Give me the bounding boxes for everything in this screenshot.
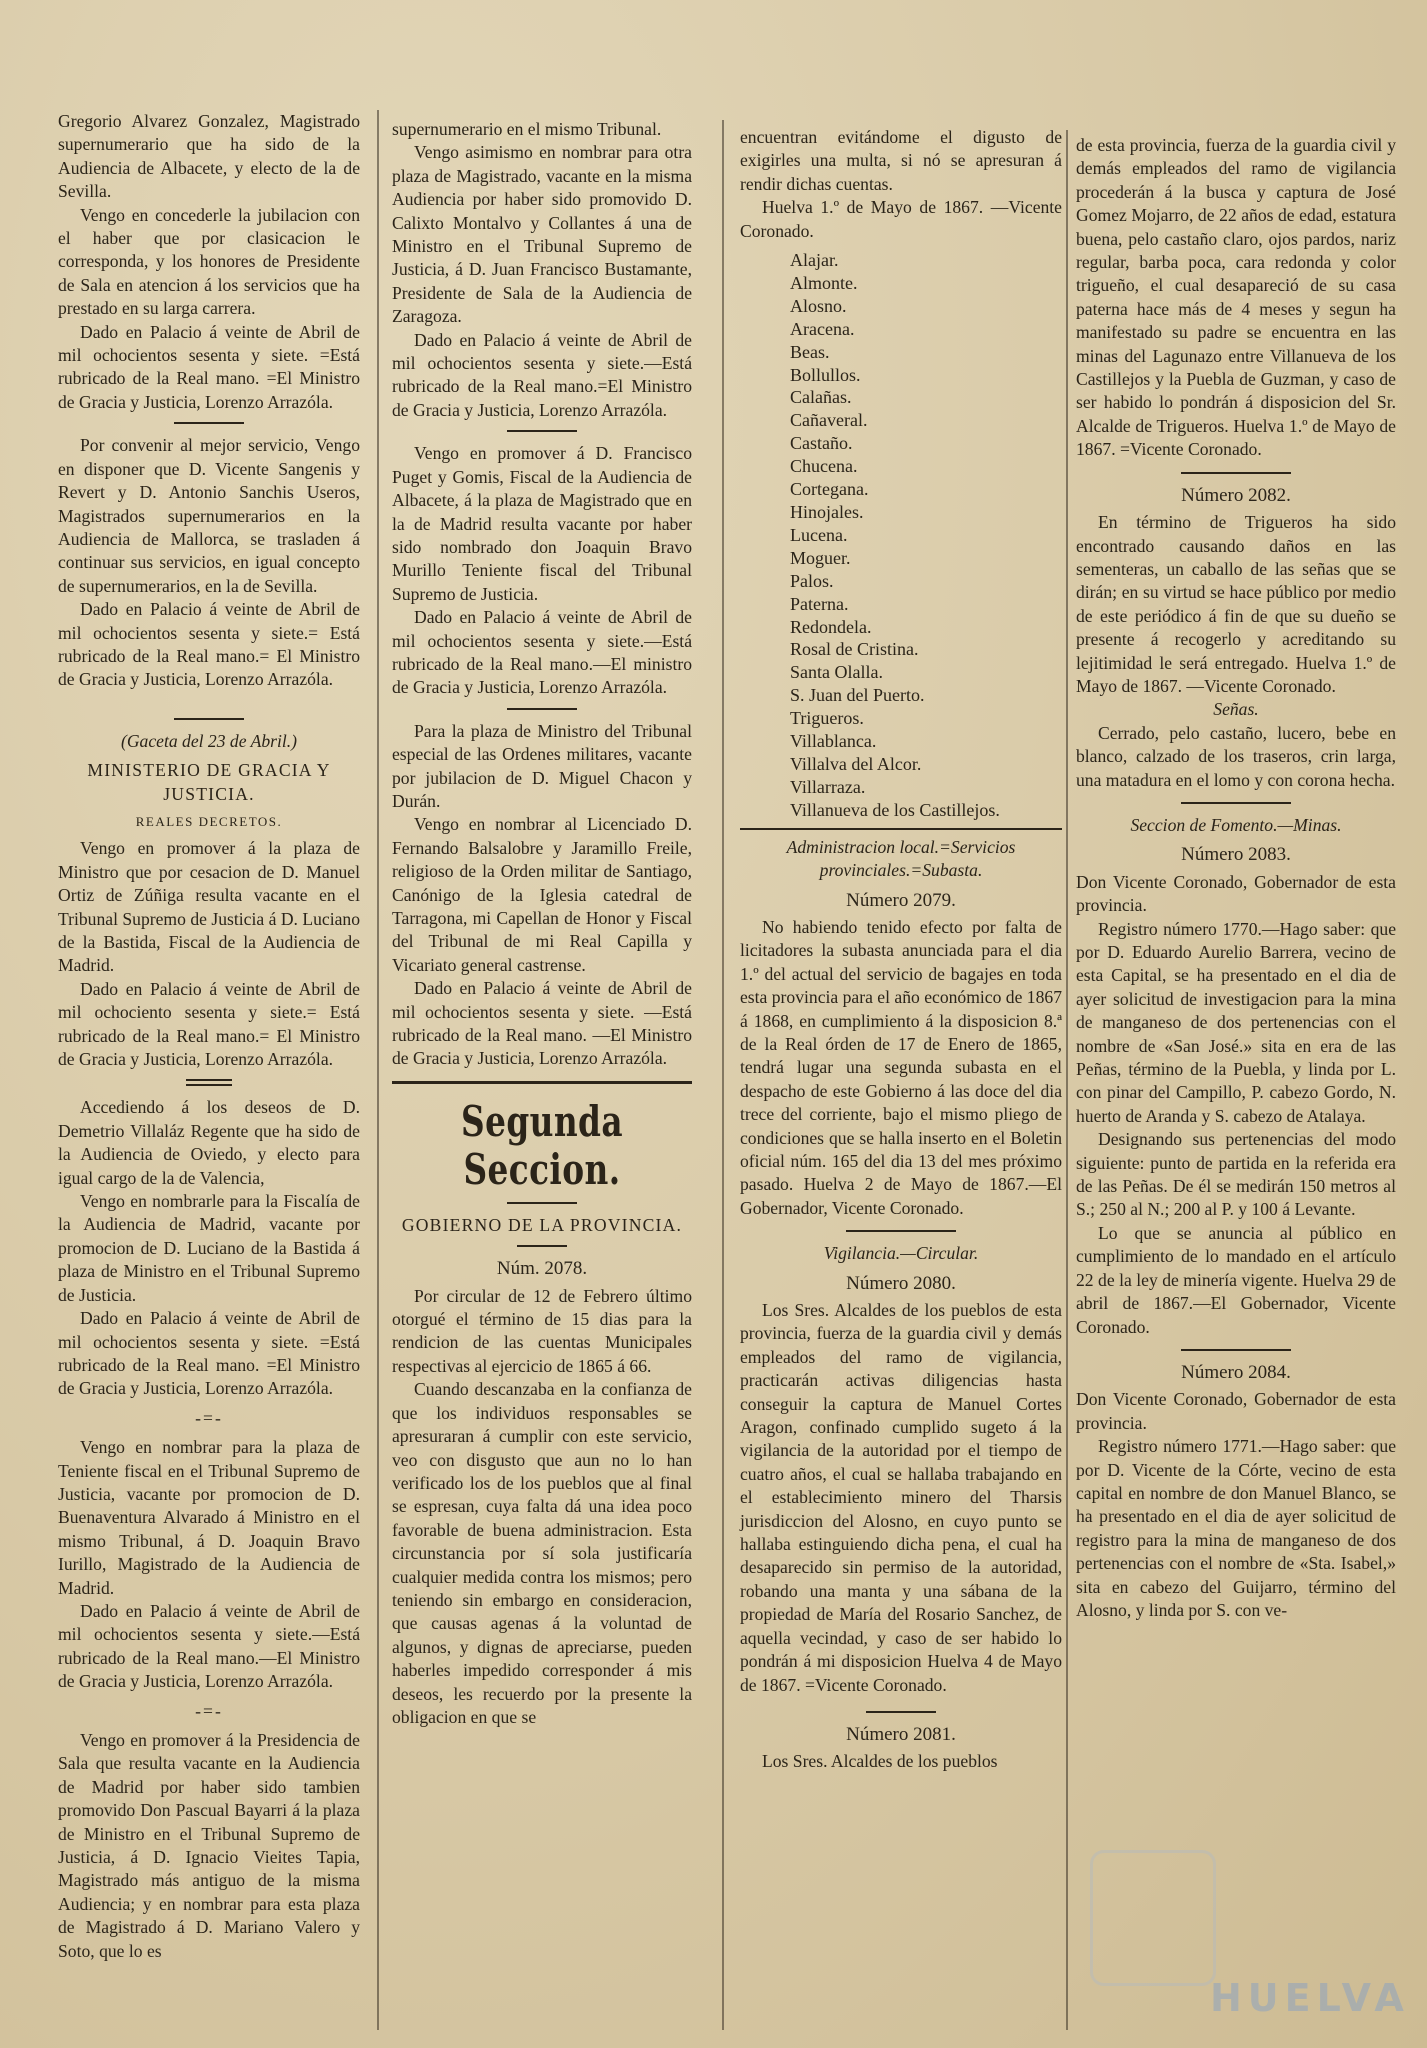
paragraph: Vengo en promover á la Presidencia de Sala que resulta vacante en la Audiencia de Madrid por haber sido tambien promovido Don Pascual Bayarri á la plaza de Ministro en el Tribunal Supremo de Justicia, á D. Ignacio Vieites Tapia, Magistrado más antiguo de la misma Audiencia; y en nombrar para esta plaza de Magistrado á D. Mariano Valero y Soto, que lo es [58, 1730, 360, 1961]
town-item: Alajar. [790, 250, 839, 271]
number-2082: Número 2082. [1181, 484, 1291, 506]
town-item: Palos. [790, 570, 834, 591]
paragraph: Cuando descanzaba en la confianza de que los individuos responsables se apresuraran á cumplir con este servicio, veo con disgusto que aun no lo han verificado los de los pueblos que al final se espresan, cuya falta dá una idea poco favorable de buena administracion. Esta circunstancia por sí sola justificaría cualquier medida contra los mismos; pero teniendo sin embargo en consideracion, que causas agenas á la voluntad de algunos, y dignas de apreciarse, pueden haberles impedido corresponder á mis deseos, les recuerdo por la presente la obligacion en que se [392, 1379, 692, 1727]
town-item: Hinojales. [790, 502, 864, 522]
reales-decretos-heading: REALES DECRETOS. [135, 813, 283, 829]
towns-list [740, 249, 1062, 822]
column-3 [740, 126, 1062, 1774]
number-2083: Número 2083. [1181, 844, 1291, 866]
town-item: Cortegana. [790, 479, 869, 500]
gobierno-heading: GOBIERNO DE LA PROVINCIA. [401, 1214, 683, 1235]
town-item: Villarraza. [790, 776, 866, 797]
separator [174, 718, 244, 720]
paragraph: Dado en Palacio á veinte de Abril de mil ochocientos sesenta y siete. =Está rubricado de la Real mano. =El Ministro de Gracia y Justicia, Lorenzo Arrazóla. [58, 1308, 360, 1399]
separator [866, 1711, 936, 1713]
paragraph: de esta provincia, fuerza de la guardia civil y demás empleados del ramo de vigilancia procederán á la busca y captura de José Gomez Mojarro, de 22 años de edad, estatura buena, pelo castaño claro, ojos pardos, nariz regular, barba poca, cara redonda y color trigueño, el cual desapareció de su casa paterna hace más de 4 meses y segun ha manifestado su padre se encuentra en las minas del Lagunazo entre Villanueva de los Castillejos y la Puebla de Guzman, y caso de ser habido lo pondrán á disposicion del Sr. Alcalde de Trigueros. Huelva 1.º de Mayo de 1867. =Vicente Coronado. [1076, 135, 1396, 460]
separator [1181, 802, 1291, 804]
town-item: Redondela. [790, 616, 872, 637]
town-item: S. Juan del Puerto. [790, 685, 925, 706]
town-item: Trigueros. [790, 708, 864, 729]
paragraph: Registro número 1770.—Hago saber: que por D. Eduardo Aurelio Barrera, vecino de esta Capital, se ha presentado en el dia de ayer solicitud de investigacion para la mina de manganeso de dos pertenencias con el nombre de «San José.» sita en era de las Peñas, término de la Puebla, y linda por L. con pinar del Campillo, P. cabezo Gordo, N. huerto de Aranda y S. cabezo de Atalaya. [1076, 918, 1396, 1126]
paragraph: Dado en Palacio á veinte de Abril de mil ochocientos sesenta y siete.—Está rubricado de la Real mano.—El ministro de Gracia y Justicia, Lorenzo Arrazóla. [392, 607, 692, 698]
section-rule [392, 1081, 692, 1084]
town-item: Moguer. [790, 547, 851, 568]
paragraph: Dado en Palacio á veinte de Abril de mil ochocientos sesenta y siete.—Está rubricado de la Real mano.—El Ministro de Gracia y Justicia, Lorenzo Arrazóla. [58, 1600, 360, 1692]
separator [507, 1202, 577, 1204]
separator-dash: -=- [195, 1407, 223, 1428]
paragraph: Vengo en promover á D. Francisco Puget y Gomis, Fiscal de la Audiencia de Albacete, á la plaza de Magistrado que en la de Madrid resulta vacante por haber sido nombrado don Joaquin Bravo Murillo Teniente fiscal del Tribunal Supremo de Justicia. [392, 443, 692, 604]
paragraph: Los Sres. Alcaldes de los pueblos [762, 1751, 998, 1772]
separator [1181, 1349, 1291, 1351]
column-rule-3 [1066, 130, 1068, 2030]
number-2084: Número 2084. [1181, 1361, 1291, 1383]
number-2079: Número 2079. [846, 889, 956, 911]
town-item: Villablanca. [790, 731, 877, 752]
vigilancia-heading: Vigilancia.—Circular. [823, 1243, 979, 1264]
ministry-heading: MINISTERIO DE GRACIA Y JUSTICIA. [87, 760, 331, 804]
paragraph: Por convenir al mejor servicio, Vengo en disponer que D. Vicente Sangenis y Revert y D. Antonio Sanchis Useros, Magistrados supernumerarios en la Audiencia de Mallorca, se trasladen á continuar sus servicios, en igual concepto de supernumerarios, en la de Sevilla. [58, 435, 360, 596]
town-item: Cañaveral. [790, 410, 868, 431]
paragraph: Para la plaza de Ministro del Tribunal especial de las Ordenes militares, vacante por jubilacion de D. Miguel Chacon y Durán. [392, 720, 692, 811]
archive-stamp-icon [1090, 1850, 1216, 1986]
paragraph: Vengo en nombrar para la plaza de Teniente fiscal en el Tribunal Supremo de Justicia, vacante por promocion de D. Buenaventura Alvarado á Ministro en el mismo Tribunal, á D. Joaquin Bravo Iurillo, Magistrado de la Audiencia de Madrid. [58, 1437, 360, 1598]
paragraph: Dado en Palacio á veinte de Abril de mil ochocientos sesenta y siete.—Está rubricado de la Real mano.=El Ministro de Gracia y Justicia, Lorenzo Arrazóla. [392, 329, 692, 420]
section-title: Segunda Seccion. [461, 1096, 623, 1194]
town-item: Rosal de Cristina. [790, 639, 919, 660]
fomento-heading: Seccion de Fomento.—Minas. [1130, 814, 1342, 835]
paragraph: encuentran evitándome el digusto de exigirles una multa, si nó se apresuran á rendir dichas cuentas. [740, 127, 1062, 194]
column-1 [58, 110, 360, 1963]
separator [507, 708, 577, 710]
paragraph: Lo que se anuncia al público en cumplimiento de lo mandado en el artículo 22 de la ley de minería vigente. Huelva 29 de abril de 1867.—El Gobernador, Vicente Coronado. [1076, 1222, 1396, 1337]
paragraph: Vengo en promover á la plaza de Ministro que por cesacion de D. Manuel Ortiz de Zúñiga resulta vacante en el Tribunal Supremo de Justicia á D. Luciano de la Bastida, Fiscal de la Audiencia de Madrid. [58, 838, 360, 976]
separator [186, 1079, 232, 1086]
town-item: Aracena. [790, 318, 855, 339]
paragraph: supernumerario en el mismo Tribunal. [392, 119, 662, 139]
town-item: Villalva del Alcor. [790, 753, 922, 774]
paragraph: Los Sres. Alcaldes de los pueblos de esta provincia, fuerza de la guardia civil y demás empleados del ramo de vigilancia, practicarán activas diligencias hasta conseguir la captura de Manuel Cortes Aragon, confinado cumplido sugeto á la vigilancia de la autoridad por el tiempo de cuatro años, el cual se hallaba trabajando en el establecimiento minero del Tharsis jurisdiccion del Alosno, en cuyo punto se hallaba estinguiendo dicha pena, el cual ha desaparecido sin permiso de la autoridad, robando una manta y una sábana de la propiedad de María del Rosario Sanchez, de aquella vecindad, y caso de ser habido lo pondrán á mi disposicion Huelva 4 de Mayo de 1867. =Vicente Coronado. [740, 1300, 1062, 1695]
paragraph: Cerrado, pelo castaño, lucero, bebe en blanco, calzado de los traseros, crin larga, una matadura en el lomo y con corona hecha. [1076, 722, 1396, 790]
town-item: Castaño. [790, 433, 853, 454]
town-item: Calañas. [790, 387, 852, 408]
town-item: Paterna. [790, 593, 849, 614]
column-rule-1 [377, 110, 379, 2030]
paragraph: Vengo en concederle la jubilacion con el haber que por clasicacion le corresponda, y los honores de Presidente de Sala en atencion á los servicios que ha prestado en su larga carrera. [58, 204, 360, 319]
town-item: Chucena. [790, 456, 858, 477]
separator [517, 1245, 567, 1247]
column-rule-2 [722, 120, 724, 2030]
number-2081: Número 2081. [846, 1723, 956, 1745]
paragraph: Vengo en nombrar al Licenciado D. Fernando Balsalobre y Jaramillo Freile, religioso de la Orden militar de Santiago, Canónigo de la Iglesia catedral de Tarragona, mi Capellan de Honor y Fiscal del Tribunal de mi Real Capilla y Vicariato general castrense. [392, 814, 692, 975]
separator [846, 1230, 956, 1232]
paragraph: En término de Trigueros ha sido encontrado causando daños en las sementeras, un caballo de las señas que se dirán; en su virtud se hace público por medio de este periódico á fin de que su dueño se presente á recogerlo y acreditando su lejitimidad le será entregado. Huelva 1.º de Mayo de 1867. —Vicente Coronado. [1076, 512, 1396, 696]
town-item: Santa Olalla. [790, 662, 883, 683]
paragraph: Vengo en nombrarle para la Fiscalía de la Audiencia de Madrid, vacante por promocion de D. Luciano de la Bastida á plaza de Ministro en el Tribunal Supremo de Justicia. [58, 1191, 360, 1305]
paragraph: No habiendo tenido efecto por falta de licitadores la subasta anunciada para el dia 1.º del actual del servicio de bagajes en toda esta provincia para el año económico de 1867 á 1868, en cumplimiento á la disposicion 8.ª de la Real órden de 17 de Enero de 1865, tendrá lugar una segunda subasta en el despacho de este Gobierno á las doce del dia trece del corriente, bajo el mismo pliego de condiciones que se halla inserto en el Boletin oficial núm. 165 del dia 13 del mes próximo pasado. Huelva 2 de Mayo de 1867.—El Gobernador, Vicente Coronado. [740, 916, 1062, 1218]
paragraph: Don Vicente Coronado, Gobernador de esta provincia. [1076, 871, 1396, 916]
separator-dash: -=- [195, 1700, 223, 1721]
number-2080: Número 2080. [846, 1272, 956, 1294]
paragraph: Accediendo á los deseos de D. Demetrio Villaláz Regente que ha sido de la Audiencia de Oviedo, y electo para igual cargo de la de Valencia, [58, 1097, 360, 1188]
paragraph: Registro número 1771.—Hago saber: que por D. Vicente de la Córte, vecino de esta capital en nombre de don Manuel Blanco, se ha presentado en el dia de ayer solicitud de registro para la mina de manganeso de dos pertenencias con el nombre de «Sta. Isabel,» sita en cabezo del Guijarro, término del Alosno, y linda por S. con ve- [1076, 1436, 1396, 1620]
number-2078: Núm. 2078. [496, 1258, 588, 1280]
paragraph: Don Vicente Coronado, Gobernador de esta provincia. [1076, 1389, 1396, 1433]
town-item: Lucena. [790, 524, 848, 545]
gaceta-date: (Gaceta del 23 de Abril.) [120, 730, 298, 751]
paragraph: Por circular de 12 de Febrero último otorgué el término de 15 dias para la rendicion de las cuentas Municipales respectivas al ejercicio de 1865 á 66. [392, 1285, 692, 1376]
separator [174, 422, 244, 424]
town-item: Villanueva de los Castillejos. [790, 799, 1000, 820]
paragraph: Dado en Palacio á veinte de Abril de mil ochocientos sesenta y siete.= Está rubricado de la Real mano.= El Ministro de Gracia y Justicia, Lorenzo Arrazóla. [58, 599, 360, 690]
town-item: Alosno. [790, 295, 847, 316]
town-item: Beas. [790, 341, 830, 362]
paragraph: Dado en Palacio á veinte de Abril de mil ochociento sesenta y siete.= Está rubricado de la Real mano.= El Ministro de Gracia y Justicia, Lorenzo Arrazóla. [58, 978, 360, 1070]
separator [507, 430, 577, 432]
separator [740, 828, 1062, 830]
separator [1181, 472, 1291, 474]
column-4 [1076, 134, 1396, 1622]
paragraph: Designando sus pertenencias del modo siguiente: punto de partida en la referida era de las Peñas. De él se medirán 150 metros al S.; 250 al N.; 200 al P. y 100 á Levante. [1076, 1129, 1396, 1220]
admin-heading: Administracion local.=Servicios provinciales.=Subasta. [786, 836, 1016, 881]
senas-heading: Señas. [1213, 699, 1259, 720]
paragraph: Huelva 1.º de Mayo de 1867. —Vicente Coronado. [740, 197, 1062, 241]
huelva-watermark: HUELVA [1210, 1976, 1410, 2020]
paragraph: Gregorio Alvarez Gonzalez, Magistrado supernumerario que ha sido de la Audiencia de Albacete, y electo de la de Sevilla. [58, 111, 360, 202]
paragraph: Dado en Palacio á veinte de Abril de mil ochocientos sesenta y siete. —Está rubricado de la Real mano. —El Ministro de Gracia y Justicia, Lorenzo Arrazóla. [392, 978, 692, 1069]
town-item: Almonte. [790, 272, 858, 293]
paragraph: Dado en Palacio á veinte de Abril de mil ochocientos sesenta y siete. =Está rubricado de la Real mano. =El Ministro de Gracia y Justicia, Lorenzo Arrazóla. [58, 321, 360, 412]
paragraph: Vengo asimismo en nombrar para otra plaza de Magistrado, vacante en la misma Audiencia por haber sido promovido D. Calixto Montalvo y Collantes á una de Ministro en el Tribunal Supremo de Justicia, á D. Juan Francisco Bustamante, Presidente de Sala de la Audiencia de Zaragoza. [392, 142, 692, 327]
town-item: Bollullos. [790, 364, 861, 385]
column-2 [392, 118, 692, 1729]
